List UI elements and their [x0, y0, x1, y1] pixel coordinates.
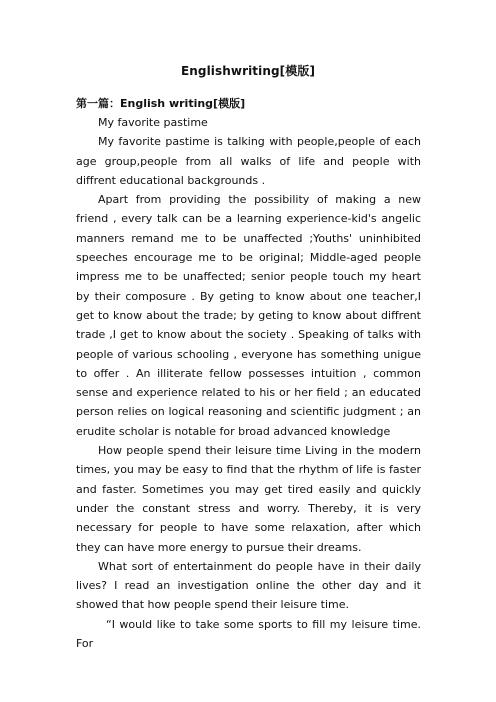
paragraph-subtitle: My favorite pastime — [98, 116, 208, 129]
paragraph: My favorite pastime is talking with people,people of each age group,people from all walks of life and people with diffrent educational backgrounds . — [76, 135, 421, 187]
document-body — [76, 113, 421, 653]
paragraph: How people spend their leisure time Living in the modern times, you may be easy to find that the rhythm of life is faster and faster. Sometimes you may get tired easily and quickly under the constant stress and worry. Thereby, it is very necessary for people to have some relaxation, after which they can have more energy to pursue their dreams. — [76, 444, 421, 554]
paragraph: Apart from providing the possibility of making a new friend , every talk can be a learning experience-kid's angelic manners remand me to be unaffected ;Youths' uninhibited speeches encourage me to be original; Middle-aged people impress me to be unaffected; senior people touch my heart by their composure . By geting to know about one teacher,I get to know about the trade; by geting to know about diffrent trade ,I get to know about the society . Speaking of talks with people of various schooling , everyone has something unigue to offer . An illiterate fellow possesses intuition , common sense and experience related to his or her field ; an educated person relies on logical reasoning and scientific judgment ; an erudite scholar is notable for broad advanced knowledge — [76, 193, 421, 438]
section-heading: 第一篇：English writing[模版] — [76, 97, 246, 110]
paragraph: What sort of entertainment do people have in their daily lives? I read an investigation online the other day and it showed that how people spend their leisure time. — [76, 559, 421, 612]
document-title: Englishwriting[模版] — [180, 64, 316, 78]
paragraph: “I would like to take some sports to fill my leisure time. For — [76, 617, 421, 651]
